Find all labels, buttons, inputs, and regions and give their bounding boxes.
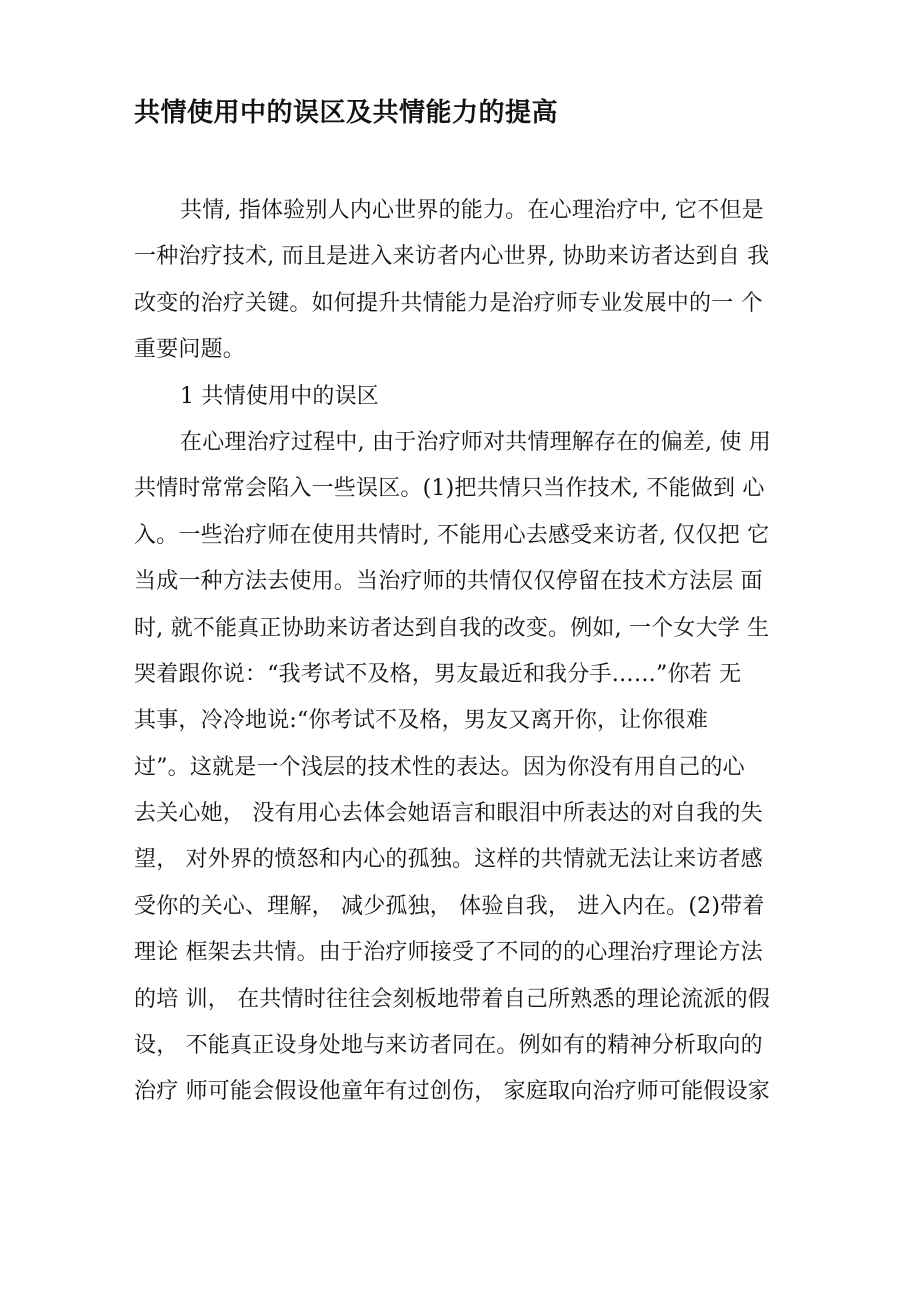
paragraph-line: 重要问题。 bbox=[134, 337, 246, 363]
paragraph-line: 治疗 师可能会假设他童年有过创伤， 家庭取向治疗师可能假设家 bbox=[134, 1079, 770, 1105]
paragraph-line: 理论 框架去共情。由于治疗师接受了不同的的心理治疗理论方法 bbox=[134, 940, 763, 966]
paragraph-line: 哭着跟你说：“我考试不及格，男友最近和我分手……”你若 无 bbox=[134, 661, 742, 687]
document-title: 共情使用中的误区及共情能力的提高 bbox=[134, 98, 559, 128]
paragraph-line: 受你的关心、理解， 减少孤独， 体验自我， 进入内在。(2)带着 bbox=[134, 893, 765, 919]
paragraph-line: 过”。这就是一个浅层的技术性的表达。因为你没有用自己的心 bbox=[134, 754, 745, 780]
paragraph-line: 入。一些治疗师在使用共情时, 不能用心去感受来访者, 仅仅把 它 bbox=[134, 522, 770, 548]
paragraph-line: 当成一种方法去使用。当治疗师的共情仅仅停留在技术方法层 面 bbox=[134, 569, 763, 595]
paragraph-line: 一种治疗技术, 而且是进入来访者内心世界, 协助来访者达到自 我 bbox=[134, 244, 770, 270]
paragraph-line: 的培 训， 在共情时往往会刻板地带着自己所熟悉的理论流派的假 bbox=[134, 986, 770, 1012]
paragraph-line: 时, 就不能真正协助来访者达到自我的改变。例如, 一个女大学 生 bbox=[134, 615, 770, 641]
paragraph-line: 去关心她， 没有用心去体会她语言和眼泪中所表达的对自我的失 bbox=[134, 801, 763, 827]
paragraph-line: 改变的治疗关键。如何提升共情能力是治疗师专业发展中的一 个 bbox=[134, 290, 763, 316]
paragraph-line: 其事，冷冷地说:“你考试不及格，男友又离开你，让你很难 bbox=[134, 708, 709, 734]
paragraph-line: 望， 对外界的愤怒和内心的孤独。这样的共情就无法让来访者感 bbox=[134, 847, 763, 873]
paragraph-line: 在心理治疗过程中, 由于治疗师对共情理解存在的偏差, 使 用 bbox=[180, 429, 771, 455]
section-heading: 1 共情使用中的误区 bbox=[180, 383, 379, 409]
document-body bbox=[134, 194, 794, 1122]
paragraph-line: 设， 不能真正设身处地与来访者同在。例如有的精神分析取向的 bbox=[134, 1033, 763, 1059]
paragraph-line: 共情时常常会陷入一些误区。(1)把共情只当作技术, 不能做到 心 bbox=[134, 476, 765, 502]
paragraph-line: 共情, 指体验别人内心世界的能力。在心理治疗中, 它不但是 bbox=[180, 198, 764, 223]
